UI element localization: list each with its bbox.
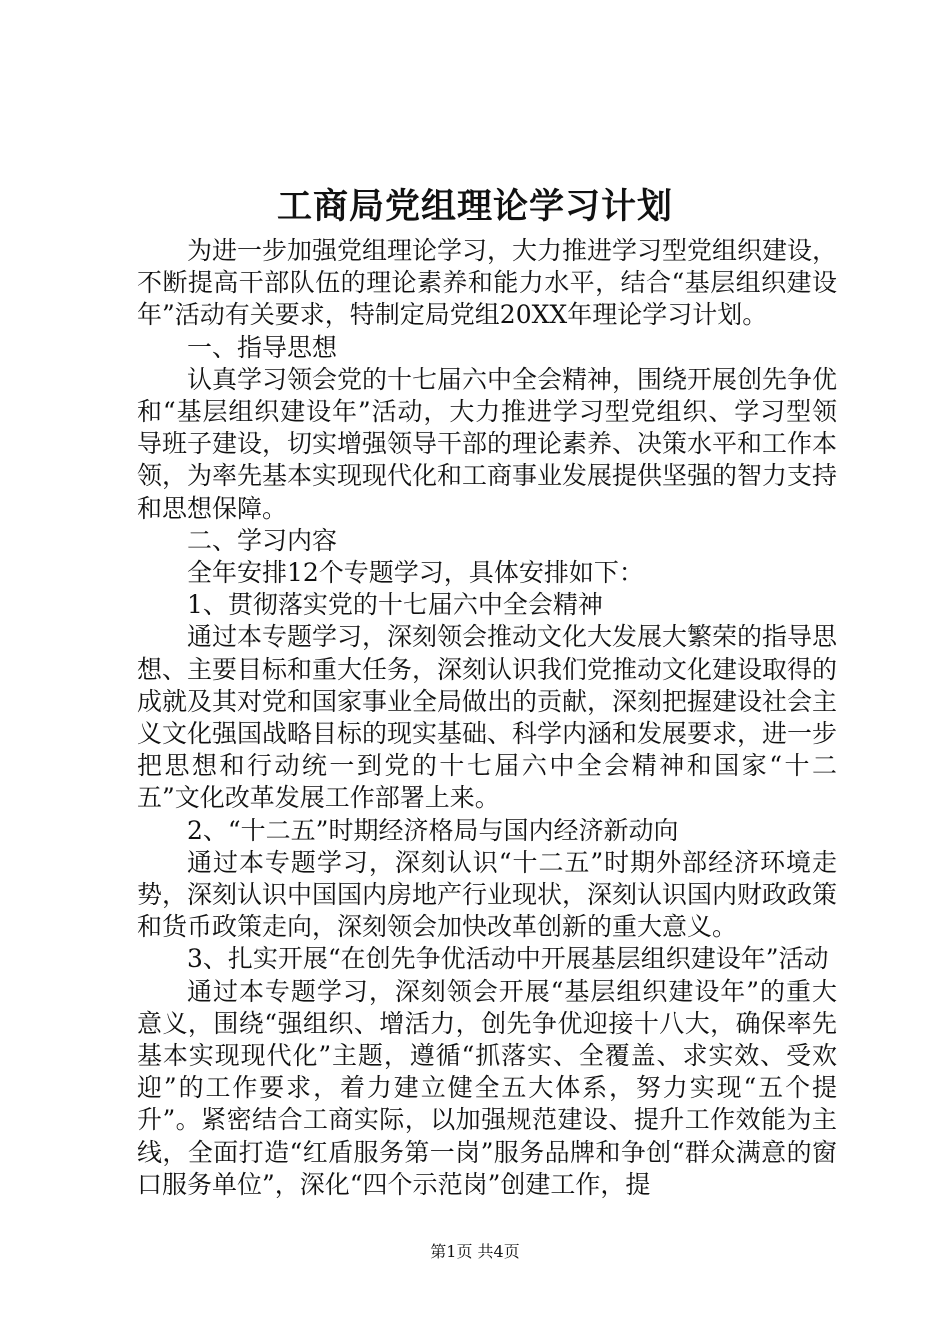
intro-paragraph: 为进一步加强党组理论学习，大力推进学习型党组织建设，不断提高干部队伍的理论素养和能力水平，结合“基层组织建设年”活动有关要求，特制定局党组20XX年理论学习计划。 bbox=[137, 236, 838, 330]
document-body bbox=[137, 235, 837, 1201]
topic-2-heading: 2、“十二五”时期经济格局与国内经济新动向 bbox=[187, 815, 679, 845]
guiding-ideology-paragraph: 认真学习领会党的十七届六中全会精神，围绕开展创先争优和“基层组织建设年”活动，大力推进学习型党组织、学习型领导班子建设，切实增强领导干部的理论素养、决策水平和工作本领，为率先基本实现现代化和工商事业发展提供坚强的智力支持和思想保障。 bbox=[137, 364, 838, 523]
topic-3-heading: 3、扎实开展“在创先争优活动中开展基层组织建设年”活动 bbox=[187, 944, 829, 974]
topic-1-heading: 1、贯彻落实党的十七届六中全会精神 bbox=[187, 590, 603, 620]
topic-2-paragraph: 通过本专题学习，深刻认识“十二五”时期外部经济环境走势，深刻认识中国国内房地产行业现状，深刻认识国内财政政策和货币政策走向，深刻领会加快改革创新的重大意义。 bbox=[137, 847, 838, 942]
topic-1-paragraph: 通过本专题学习，深刻领会推动文化大发展大繁荣的指导思想、主要目标和重大任务，深刻认识我们党推动文化建设取得的成就及其对党和国家事业全局做出的贡献，深刻把握建设社会主义文化强国战略目标的现实基础、科学内涵和发展要求，进一步把思想和行动统一到党的十七届六中全会精神和国家“十二五”文化改革发展工作部署上来。 bbox=[137, 622, 838, 813]
topic-3-paragraph: 通过本专题学习，深刻领会开展“基层组织建设年”的重大意义，围绕“强组织、增活力，创先争优迎接十八大，确保率先基本实现现代化”主题，遵循“抓落实、全覆盖、求实效、受欢迎”的工作要求，着力建立健全五大体系，努力实现“五个提升”。紧密结合工商实际，以加强规范建设、提升工作效能为主线，全面打造“红盾服务第一岗”服务品牌和争创“群众满意的窗口服务单位”，深化“四个示范岗”创建工作，提 bbox=[137, 976, 837, 1199]
document-title: 工商局党组理论学习计划 bbox=[276, 186, 673, 227]
page-number-footer: 第1页 共4页 bbox=[430, 1242, 520, 1261]
section-heading-guiding-ideology: 一、指导思想 bbox=[187, 332, 338, 362]
section-heading-study-content: 二、学习内容 bbox=[187, 525, 338, 555]
study-overview-paragraph: 全年安排12个专题学习，具体安排如下： bbox=[187, 558, 644, 588]
